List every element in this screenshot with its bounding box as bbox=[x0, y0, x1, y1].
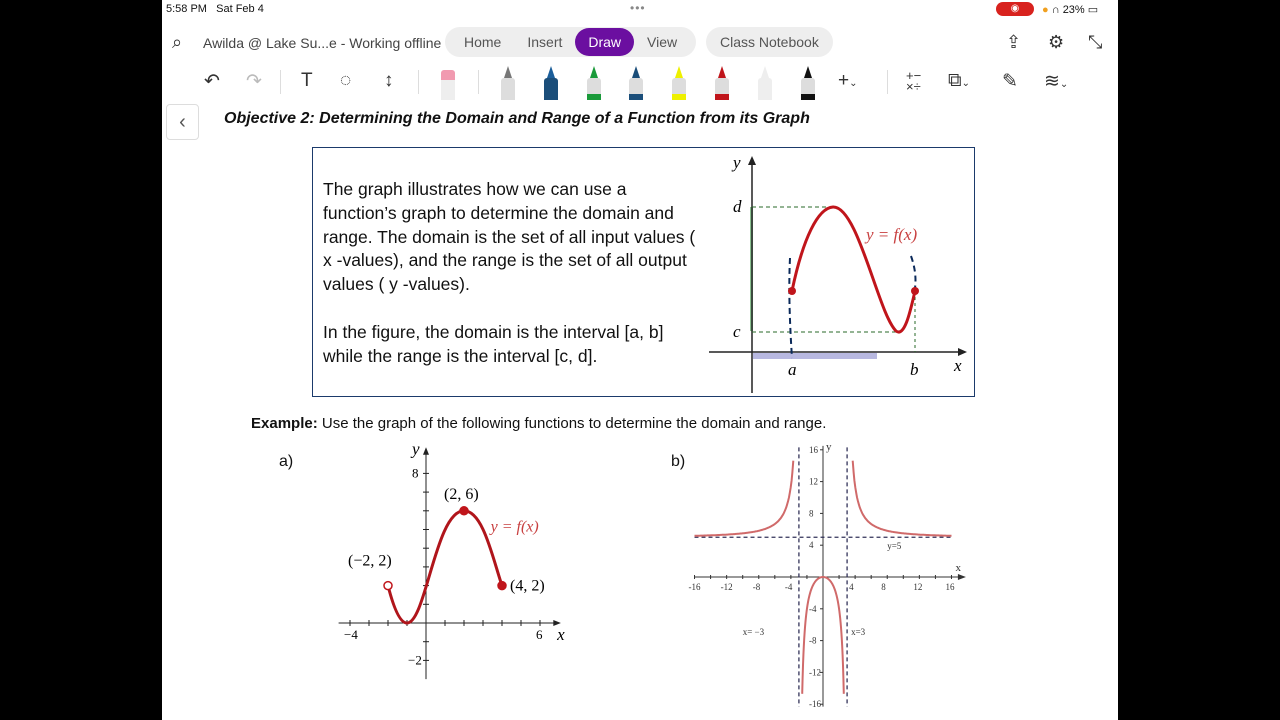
share-icon[interactable]: ⇪ bbox=[1006, 32, 1022, 52]
point-label: (2, 6) bbox=[444, 485, 479, 503]
point-label: (4, 2) bbox=[510, 577, 545, 595]
gear-icon[interactable]: ⚙ bbox=[1048, 32, 1065, 52]
eraser-tool[interactable] bbox=[439, 66, 457, 100]
divider bbox=[478, 70, 479, 94]
y-tick-label: -4 bbox=[809, 603, 817, 614]
y-tick-label: 8 bbox=[809, 508, 814, 519]
pen-red[interactable] bbox=[713, 66, 731, 100]
domain-highlight bbox=[753, 353, 877, 359]
y-tick-label: -8 bbox=[809, 635, 817, 646]
example-instruction bbox=[251, 415, 826, 432]
date: Sat Feb 4 bbox=[216, 3, 264, 15]
pen-green[interactable] bbox=[585, 66, 603, 100]
chart-a bbox=[262, 439, 565, 690]
divider bbox=[887, 70, 888, 94]
y-tick-label: -12 bbox=[809, 667, 821, 678]
document-title[interactable]: Awilda @ Lake Su...e - Working offline bbox=[203, 35, 442, 51]
objective-heading: Objective 2: Determining the Domain and Range of a Function from its Graph bbox=[224, 110, 810, 127]
x-tick-label: -4 bbox=[784, 582, 793, 592]
x-arrow-icon bbox=[958, 574, 966, 580]
text-tool-icon[interactable]: T bbox=[301, 70, 313, 91]
function-curve bbox=[388, 511, 502, 623]
class-notebook-button[interactable]: Class Notebook bbox=[706, 27, 833, 57]
add-pen-button[interactable] bbox=[838, 70, 858, 92]
x-tick-label: 4 bbox=[849, 582, 854, 592]
ink-replay-icon[interactable]: ≋⌄ bbox=[1044, 71, 1069, 92]
x-label: x bbox=[557, 625, 565, 644]
chart-b bbox=[682, 440, 972, 720]
battery-status: ● ∩ 23% ▭ bbox=[1042, 4, 1099, 16]
y-arrow-icon bbox=[748, 156, 756, 165]
insert-space-icon[interactable]: ↕ bbox=[384, 70, 394, 91]
dot-icon: ● bbox=[1042, 4, 1049, 16]
b-dash bbox=[911, 256, 916, 288]
undo-icon[interactable]: ↶ bbox=[204, 71, 220, 92]
collapse-icon[interactable]: ⤡ bbox=[1088, 32, 1103, 52]
b-label: b bbox=[910, 360, 919, 379]
tab-home[interactable]: Home bbox=[464, 34, 502, 50]
domain-range-figure bbox=[313, 148, 976, 398]
asymptote-label: y=5 bbox=[887, 541, 902, 552]
x-arrow-icon bbox=[958, 348, 967, 356]
chevron-left-icon: ‹ bbox=[179, 111, 186, 133]
point-marker bbox=[384, 582, 392, 590]
status-time bbox=[166, 3, 264, 15]
redo-icon[interactable]: ↷ bbox=[246, 71, 262, 92]
x-tick-label: -12 bbox=[720, 582, 733, 592]
c-label: c bbox=[733, 322, 741, 341]
asymptote-label: x=3 bbox=[851, 627, 866, 638]
endpoint-b bbox=[911, 287, 919, 295]
y-arrow-icon bbox=[423, 447, 429, 454]
pen-black[interactable] bbox=[799, 66, 817, 100]
y-label: y bbox=[826, 440, 832, 453]
ink-to-text-icon[interactable]: ✎ bbox=[1002, 71, 1018, 92]
point-marker bbox=[460, 507, 468, 515]
x-label: x bbox=[954, 356, 962, 375]
endpoint-a bbox=[788, 287, 796, 295]
part-a-label: a) bbox=[279, 453, 294, 470]
plus-icon: + bbox=[838, 70, 850, 91]
x-tick-label: -8 bbox=[752, 582, 761, 592]
divider bbox=[418, 70, 419, 94]
x-label: x bbox=[955, 562, 961, 574]
lasso-select-icon[interactable]: ◌ bbox=[340, 70, 352, 91]
time: 5:58 PM bbox=[166, 3, 207, 15]
curve-right bbox=[853, 461, 952, 536]
box-paragraph-1: The graph illustrates how we can use a function’s graph to determine the domain and range. The domain is the set of all input values ( x -values), and the range is the set of all output values ( y -values). bbox=[323, 179, 696, 295]
definition-box bbox=[312, 147, 975, 397]
part-b-label: b) bbox=[671, 453, 686, 470]
pen-white[interactable] bbox=[756, 66, 774, 100]
shapes-icon[interactable]: ⧉⌄ bbox=[948, 70, 970, 91]
ribbon-tabs bbox=[445, 27, 696, 57]
back-button[interactable] bbox=[166, 104, 199, 140]
y-tick-label: 4 bbox=[809, 540, 814, 551]
tab-insert[interactable]: Insert bbox=[527, 34, 563, 50]
x-tick-label: -16 bbox=[688, 582, 701, 592]
box-paragraph-2: In the figure, the domain is the interval [a, b] while the range is the interval [c, d]. bbox=[323, 321, 664, 366]
multitask-dots-icon[interactable]: ••• bbox=[630, 1, 646, 15]
onenote-screen bbox=[162, 0, 1118, 720]
x-tick-label: 16 bbox=[945, 582, 955, 592]
pen-gray[interactable] bbox=[499, 66, 517, 100]
search-icon[interactable]: ⌕ bbox=[172, 32, 183, 52]
battery-percent: 23% bbox=[1062, 4, 1085, 16]
divider bbox=[280, 70, 281, 94]
draw-toolbar bbox=[162, 64, 1118, 100]
x-tick-label: 6 bbox=[536, 627, 543, 642]
example-bold: Example: bbox=[251, 415, 318, 432]
tab-view[interactable]: View bbox=[647, 34, 678, 50]
status-bar bbox=[162, 0, 1118, 18]
screen-record-icon[interactable]: ◉ bbox=[996, 2, 1034, 16]
a-label: a bbox=[788, 360, 797, 379]
y-tick-label: -16 bbox=[809, 699, 821, 710]
point-marker bbox=[498, 582, 506, 590]
y-label: y bbox=[733, 153, 741, 172]
math-icon[interactable]: +− ×÷ bbox=[906, 68, 922, 94]
x-tick-label: 8 bbox=[881, 582, 886, 592]
pen-blue[interactable] bbox=[627, 66, 645, 100]
y-tick-label: 12 bbox=[809, 476, 818, 487]
highlighter-yellow[interactable] bbox=[670, 66, 688, 100]
y-tick-label: 8 bbox=[412, 465, 419, 481]
tab-draw[interactable]: Draw bbox=[575, 28, 634, 56]
x-tick-label: −4 bbox=[344, 627, 358, 642]
curve-label: y = f(x) bbox=[866, 225, 918, 244]
example-text: Use the graph of the following functions to determine the domain and range. bbox=[317, 415, 827, 432]
curve-left bbox=[695, 461, 794, 536]
y-tick-label: −2 bbox=[408, 652, 422, 668]
top-bar bbox=[162, 24, 1118, 62]
x-tick-label: 12 bbox=[913, 582, 923, 592]
chevron-down-icon: ⌄ bbox=[849, 78, 858, 89]
point-label: (−2, 2) bbox=[348, 552, 392, 570]
a-dash bbox=[789, 258, 792, 358]
y-label: y bbox=[412, 439, 420, 459]
asymptote-label: x= −3 bbox=[742, 627, 765, 638]
y-tick-label: 16 bbox=[809, 444, 818, 455]
d-label: d bbox=[733, 197, 742, 216]
curve-label: y = f(x) bbox=[490, 518, 539, 536]
pen-navy[interactable] bbox=[542, 66, 560, 100]
